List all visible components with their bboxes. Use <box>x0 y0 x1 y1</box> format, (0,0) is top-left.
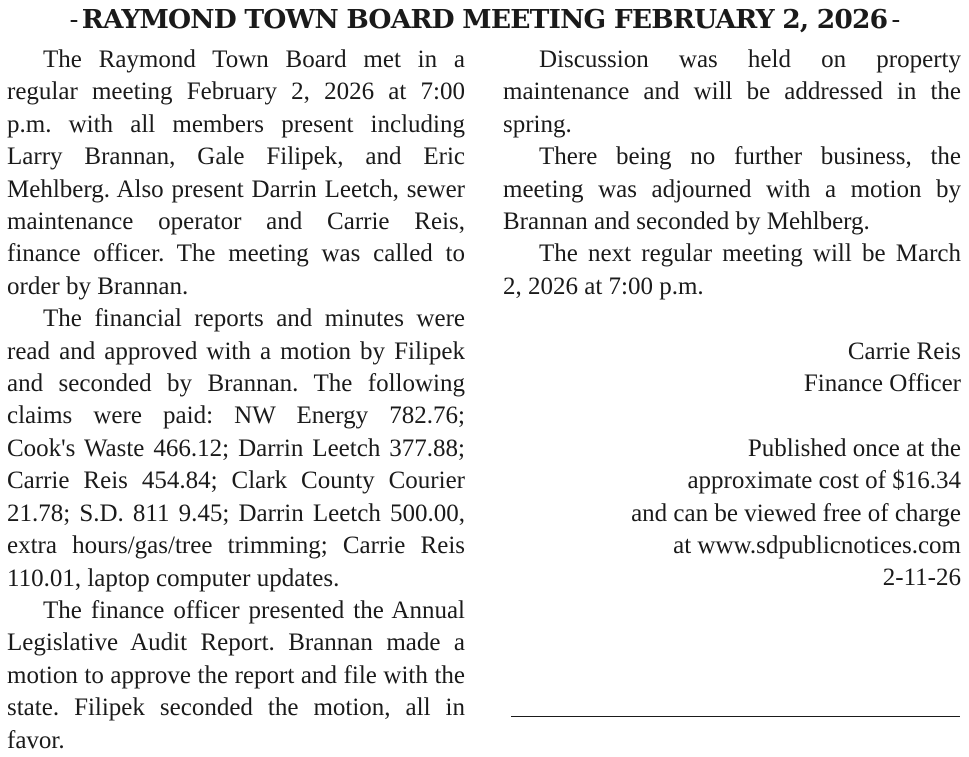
paragraph-financial-claims: The financial reports and minutes were read and approved with a motion by Filipek and seconded by Brannan. The following claims were paid: NW Energy 782.76; Cook's Waste 466.12; Darrin Leetch 377.88; Carrie Reis 454.84; Clark County Courier 21.78; S.D. 811 9.45; Darrin Leetch 500.00, extra hours/gas/tree trimming; Carrie Reis 110.01, laptop computer updates. <box>7 305 465 592</box>
publication-line-1: Published once at the <box>747 434 961 462</box>
signature-name: Carrie Reis <box>847 337 961 365</box>
signature-title: Finance Officer <box>803 370 961 398</box>
publication-line-4: at www.sdpublicnotices.com <box>673 532 961 560</box>
spacer <box>503 303 961 335</box>
end-rule <box>511 716 960 717</box>
right-column <box>503 44 961 595</box>
paragraph-adjournment: There being no further business, the meeting was adjourned with a motion by Brannan and seconded by Mehlberg. <box>503 143 961 236</box>
paragraph-property-maintenance: Discussion was held on property maintenance and will be addressed in the spring. <box>503 46 961 138</box>
paragraph-next-meeting: The next regular meeting will be March 2, 2026 at 7:00 p.m. <box>503 240 961 300</box>
headline-title: RAYMOND TOWN BOARD MEETING FEBRUARY 2, 2026 <box>81 4 888 35</box>
publication-line-3: and can be viewed free of charge <box>631 499 961 527</box>
headline-dash-right: - <box>891 4 900 35</box>
publication-block <box>503 433 961 595</box>
paragraph-meeting-opening: The Raymond Town Board met in a regular meeting February 2, 2026 at 7:00 p.m. with all members present including Larry Brannan, Gale Filipek, and Eric Mehlberg. Also present Darrin Leetch, sewer maintenance operator and Carrie Reis, finance officer. The meeting was called to order by Brannan. <box>7 46 465 300</box>
left-column <box>7 44 465 757</box>
publication-line-2: approximate cost of $16.34 <box>687 467 961 495</box>
publication-date: 2-11-26 <box>882 564 961 592</box>
signature-block <box>503 336 961 401</box>
paragraph-audit-report: The finance officer presented the Annual Legislative Audit Report. Brannan made a motion to approve the report and file with the state. Filipek seconded the motion, all in favor. <box>7 596 465 754</box>
headline-dash-left: - <box>69 4 78 35</box>
notice-headline <box>0 0 969 40</box>
spacer <box>503 400 961 432</box>
